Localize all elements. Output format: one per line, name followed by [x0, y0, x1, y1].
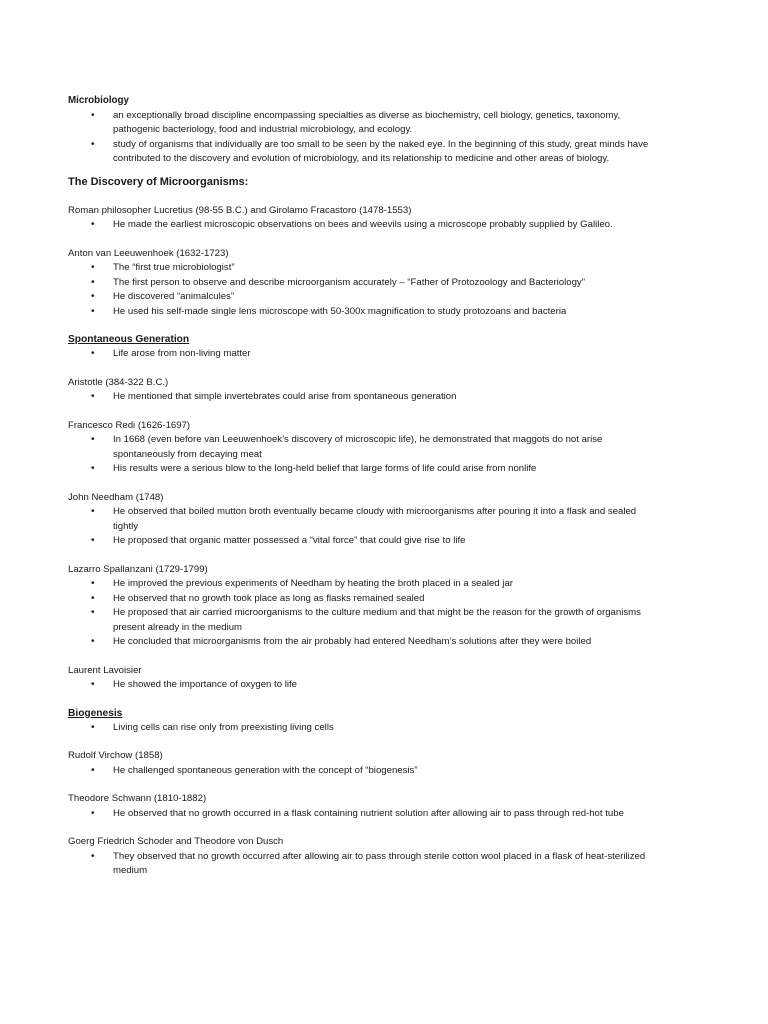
bullet-line: contributed to the discovery and evolution of microbiology, and its relationship to medicine and other areas of biology.	[113, 153, 610, 164]
entry-bullets	[68, 505, 708, 549]
heading-biogenesis: Biogenesis	[68, 707, 123, 719]
bullet-line: present already in the medium	[113, 621, 243, 633]
bullet-item: • He proposed that organic matter possessed a “vital force” that could give rise to life	[68, 534, 708, 549]
spontaneous-bullets	[68, 347, 708, 362]
entry-label: Rudolf Virchow (1858)	[68, 750, 163, 761]
heading-microbiology: Microbiology	[68, 95, 129, 106]
microbiology-bullets	[68, 109, 708, 167]
entry-label: Anton van Leeuwenhoek (1632-1723)	[68, 247, 229, 259]
bullet-item	[68, 606, 708, 635]
entry-bullets	[68, 390, 708, 405]
entry-lavoisier	[68, 664, 708, 693]
bullet-line: • In 1668 (even before van Leeuwenhoek’s discovery of microscopic life), he demonstrated that maggots do not arise	[113, 434, 603, 445]
entry-bullets	[68, 577, 708, 650]
bullet-line: • He proposed that air carried microorganisms to the culture medium and that might be the reason for the growth of organisms	[113, 607, 641, 618]
bullet-item: • He observed that no growth took place as long as flasks remained sealed	[68, 592, 708, 607]
bullet-item	[68, 138, 708, 167]
bullet-line: • an exceptionally broad discipline encompassing specialties as diverse as biochemistry, cell biology, genetics, taxonomy,	[113, 109, 621, 121]
bullet-item: • He concluded that microorganisms from the air probably had entered Needham’s solutions after they were boiled	[68, 635, 708, 650]
bullet-line: pathogenic bacteriology, food and industrial microbiology, and ecology.	[113, 124, 413, 135]
bullet-item: • He observed that no growth occurred in a flask containing nutrient solution after allowing air to pass through red-hot tube	[68, 807, 708, 822]
entry-label: Laurent Lavoisier	[68, 664, 142, 676]
entry-label: Francesco Redi (1626-1697)	[68, 419, 191, 431]
entry-bullets	[68, 850, 708, 879]
bullet-line: • He observed that boiled mutton broth eventually became cloudy with microorganisms after pouring it into a flask and sealed	[113, 506, 637, 517]
bullet-line: • study of organisms that individually are too small to be seen by the naked eye. In the beginning of this study, great minds have	[113, 138, 649, 150]
bullet-item: • He discovered “animalcules”	[68, 290, 708, 305]
bullet-item: • The “first true microbiologist”	[68, 261, 708, 276]
bullet-item: • He made the earliest microscopic observations on bees and weevils using a microscope probably supplied by Galileo.	[68, 218, 708, 233]
bullet-line: • They observed that no growth occurred after allowing air to pass through sterile cotton wool placed in a flask of heat-sterilized	[113, 850, 646, 862]
entry-schwann	[68, 792, 708, 821]
bullet-item: • Life arose from non-living matter	[68, 347, 708, 362]
bullet-line: medium	[113, 865, 148, 876]
entry-bullets	[68, 433, 708, 477]
entry-bullets	[68, 261, 708, 319]
bullet-item: • He mentioned that simple invertebrates could arise from spontaneous generation	[68, 390, 708, 405]
bullet-item: • Living cells can rise only from preexisting living cells	[68, 721, 708, 736]
entry-bullets	[68, 764, 708, 779]
entry-spallanzani	[68, 563, 708, 650]
bullet-item	[68, 850, 708, 879]
entry-schoder	[68, 835, 708, 879]
entry-virchow	[68, 749, 708, 778]
bullet-line: spontaneously from decaying meat	[113, 448, 262, 460]
entry-leeuwenhoek	[68, 247, 708, 320]
entry-lucretius	[68, 204, 708, 233]
entry-redi	[68, 419, 708, 477]
bullet-item: • He challenged spontaneous generation with the concept of “biogenesis”	[68, 764, 708, 779]
section-microbiology	[68, 94, 708, 167]
heading-discovery: The Discovery of Microorganisms:	[68, 175, 249, 188]
bullet-item: • He improved the previous experiments of Needham by heating the broth placed in a sealed jar	[68, 577, 708, 592]
entry-label: Lazarro Spallanzani (1729-1799)	[68, 563, 208, 575]
entry-aristotle	[68, 376, 708, 405]
entry-label: Aristotle (384-322 B.C.)	[68, 376, 169, 388]
biogenesis-bullets	[68, 721, 708, 736]
entry-bullets	[68, 218, 708, 233]
bullet-item	[68, 109, 708, 138]
entry-bullets	[68, 678, 708, 693]
bullet-line: tightly	[113, 520, 139, 532]
bullet-item	[68, 505, 708, 534]
heading-spontaneous-generation: Spontaneous Generation	[68, 334, 190, 345]
bullet-item: • He showed the importance of oxygen to life	[68, 678, 708, 693]
entry-needham	[68, 491, 708, 549]
bullet-item: • The first person to observe and describe microorganism accurately – “Father of Protozoology and Bacteriology”	[68, 276, 708, 291]
document-page	[68, 94, 708, 879]
bullet-item	[68, 433, 708, 462]
bullet-item: • He used his self-made single lens microscope with 50-300x magnification to study protozoans and bacteria	[68, 305, 708, 320]
entry-label: Theodore Schwann (1810-1882)	[68, 793, 207, 804]
entry-bullets	[68, 807, 708, 822]
entry-label: Roman philosopher Lucretius (98-55 B.C.) and Girolamo Fracastoro (1478-1553)	[68, 204, 412, 216]
entry-label: John Needham (1748)	[68, 491, 164, 503]
entry-label: Goerg Friedrich Schoder and Theodore von Dusch	[68, 836, 284, 847]
bullet-item: • His results were a serious blow to the long-held belief that large forms of life could arise from nonlife	[68, 462, 708, 477]
